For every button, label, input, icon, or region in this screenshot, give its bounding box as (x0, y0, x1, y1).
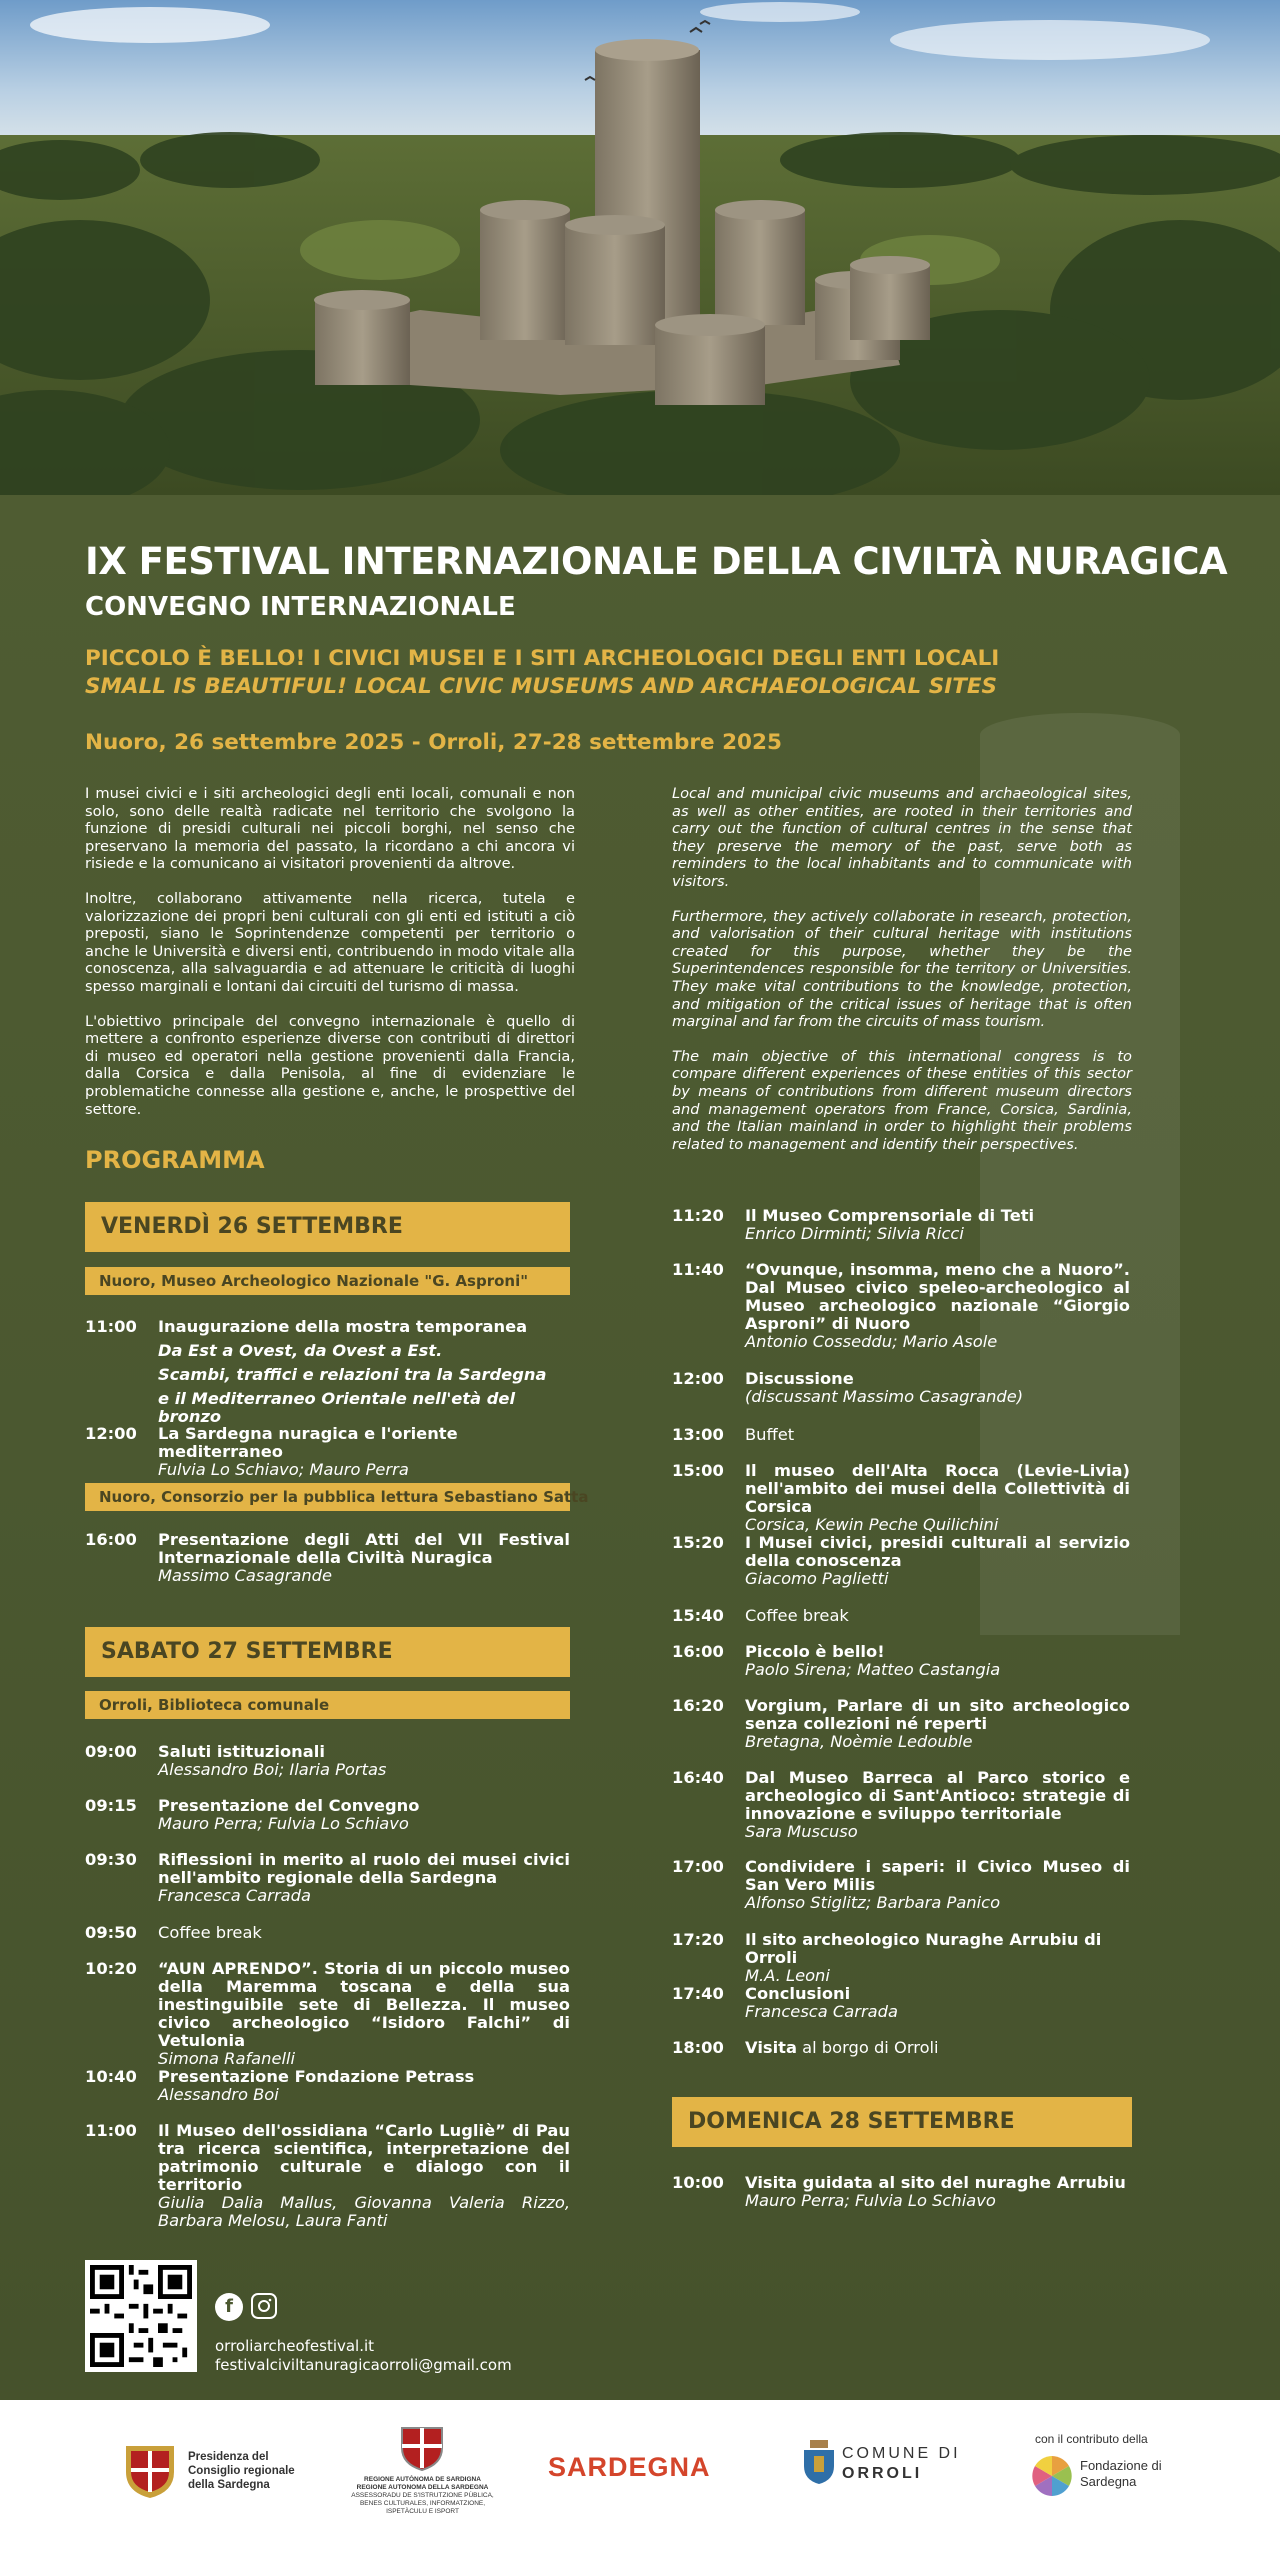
intro-paragraph: The main objective of this international congress is to compare different experiences of these entities of this sector by means of contributions from different museum directors and management operators from France, Corsica, Sardinia, and the Italian mainland in order to highlight their problems related to management and identify their perspectives. (672, 1047, 1132, 1153)
event-title-rest: al borgo di Orroli (802, 2038, 939, 2057)
event-time: 12:00 (672, 1369, 724, 1388)
theme-italian: PICCOLO È BELLO! I CIVICI MUSEI E I SITI ARCHEOLOGICI DEGLI ENTI LOCALI (85, 646, 1000, 671)
event-time: 15:20 (672, 1533, 724, 1552)
event-speakers: Corsica, Kewin Peche Quilichini (745, 1515, 999, 1534)
program-event (672, 1985, 1130, 2021)
event-time: 16:00 (85, 1530, 137, 1549)
event-time: 11:00 (85, 1317, 137, 1336)
venue-label: Orroli, Biblioteca comunale (85, 1691, 570, 1719)
event-subtitle: Scambi, traffici e relazioni tra la Sardegna (158, 1365, 547, 1384)
event-time: 10:40 (85, 2067, 137, 2086)
consiglio-label: Presidenza del Consiglio regionale della Sardegna (188, 2451, 295, 2491)
event-title: Il Museo dell'ossidiana “Carlo Lugliè” di Pau tra ricerca scientifica, interpretazione del patrimonio culturale e dialogo con il territorio (158, 2121, 570, 2194)
event-title: I Musei civici, presidi culturali al servizio della conoscenza (745, 1533, 1130, 1570)
sponsor-footer (0, 2400, 1280, 2560)
event-title: Il sito archeologico Nuraghe Arrubiu di Orroli (745, 1930, 1102, 1967)
event-speakers: Alfonso Stiglitz; Barbara Panico (745, 1893, 1001, 1912)
event-time: 17:00 (672, 1857, 724, 1876)
event-title: Buffet (745, 1425, 795, 1444)
event-title: Coffee break (158, 1923, 262, 1942)
event-title: Vorgium, Parlare di un sito archeologico senza collezioni né reperti (745, 1696, 1130, 1733)
convegno-subtitle: CONVEGNO INTERNAZIONALE (85, 592, 516, 622)
event-time: 16:20 (672, 1696, 724, 1715)
event-title: La Sardegna nuragica e l'oriente mediterraneo (158, 1424, 458, 1461)
fondazione-logo-icon (1032, 2456, 1072, 2496)
event-title: Presentazione del Convegno (158, 1796, 420, 1815)
event-speakers: Francesca Carrada (745, 2002, 898, 2021)
orroli-label: ORROLI (842, 2465, 923, 2482)
program-event (672, 1769, 1130, 1841)
regione-line-1: REGIONE AUTÒNOMA DE SARDIGNA (364, 2476, 481, 2483)
program-event (672, 1697, 1130, 1751)
event-title: “AUN APRENDO”. Storia di un piccolo museo della Maremma toscana e della sua inestinguibile sete di Bellezza. Il museo civico archeologico “Isidoro Falchi” di Vetulonia (158, 1959, 570, 2050)
event-time: 09:30 (85, 1850, 137, 1869)
event-speakers: Enrico Dirminti; Silvia Ricci (745, 1224, 964, 1243)
event-speakers: Mauro Perra; Fulvia Lo Schiavo (745, 2191, 996, 2210)
event-title: Visita (745, 2038, 797, 2057)
consiglio-crest-icon (122, 2440, 182, 2500)
event-time: 12:00 (85, 1424, 137, 1443)
fondazione-label: Fondazione di Sardegna (1080, 2458, 1162, 2489)
event-speakers: Bretagna, Noèmie Ledouble (745, 1732, 973, 1751)
event-time: 16:40 (672, 1768, 724, 1787)
instagram-icon[interactable] (251, 2293, 277, 2319)
event-speakers: Francesca Carrada (158, 1886, 311, 1905)
orroli-crest-icon (802, 2440, 836, 2486)
event-title: Coffee break (745, 1606, 849, 1625)
fondazione-graphic (1032, 2456, 1072, 2496)
program-event (85, 2122, 570, 2230)
qr-code-icon[interactable] (85, 2260, 197, 2372)
program-event (672, 2039, 1130, 2057)
facebook-icon[interactable]: f (215, 2293, 243, 2321)
program-event (672, 1858, 1130, 1912)
program-event (672, 1643, 1130, 1679)
intro-paragraph: I musei civici e i siti archeologici degli enti locali, comunali e non solo, sono delle realtà radicate nel territorio che svolgono la funzione di presidi culturali nei piccoli borghi, nel senso che preservano la memoria del passato, la ricordano a chi ancora vi risiede e la comunicano ai visitatori provenienti da altrove. (85, 785, 575, 873)
event-time: 11:00 (85, 2121, 137, 2140)
event-subtitle: e il Mediterraneo Orientale nell'età del bronzo (158, 1389, 516, 1426)
event-time: 18:00 (672, 2038, 724, 2057)
intro-english (672, 785, 1132, 1170)
program-event (672, 1931, 1130, 1985)
day-header-saturday: SABATO 27 SETTEMBRE (85, 1627, 570, 1677)
event-speakers: Paolo Sirena; Matteo Castangia (745, 1660, 1001, 1679)
event-time: 16:00 (672, 1642, 724, 1661)
intro-italian (85, 785, 575, 1135)
program-event (85, 1797, 570, 1833)
event-time: 11:20 (672, 1206, 724, 1225)
regione-line-2: REGIONE AUTONOMA DELLA SARDEGNA (356, 2484, 489, 2491)
event-time: 09:15 (85, 1796, 137, 1815)
event-time: 09:50 (85, 1923, 137, 1942)
event-time: 15:40 (672, 1606, 724, 1625)
event-speakers: Fulvia Lo Schiavo; Mauro Perra (158, 1460, 409, 1479)
programma-heading: PROGRAMMA (85, 1146, 265, 1174)
day-header-sunday: DOMENICA 28 SETTEMBRE (672, 2097, 1132, 2147)
program-event (85, 1531, 570, 1585)
event-speakers: Giulia Dalia Mallus, Giovanna Valeria Rizzo, Barbara Melosu, Laura Fanti (158, 2193, 570, 2230)
venue-label: Nuoro, Museo Archeologico Nazionale "G. Asproni" (85, 1267, 570, 1295)
program-event (85, 1743, 570, 1779)
event-speakers: Mauro Perra; Fulvia Lo Schiavo (158, 1814, 409, 1833)
instagram-glyph (253, 2295, 275, 2317)
hero-image-nuraghe (0, 0, 1280, 495)
event-title: Piccolo è bello! (745, 1642, 885, 1661)
event-title: Il museo dell'Alta Rocca (Levie-Livia) nell'ambito dei musei della Collettività di Corsica (745, 1461, 1130, 1516)
event-speakers: Alessandro Boi; Ilaria Portas (158, 1760, 387, 1779)
event-speakers: (discussant Massimo Casagrande) (745, 1387, 1024, 1406)
event-title: Inaugurazione della mostra temporanea (158, 1317, 528, 1336)
day-header-friday: VENERDÌ 26 SETTEMBRE (85, 1202, 570, 1252)
event-time: 17:20 (672, 1930, 724, 1949)
intro-paragraph: Local and municipal civic museums and archaeological sites, as well as other entities, are rooted in their territories and carry out the function of cultural centres in the sense that they preserve the memory of the past, serve both as reminders to the local inhabitants and to communicate with visitors. (672, 785, 1132, 890)
event-title: Discussione (745, 1369, 854, 1388)
regione-label (345, 2476, 500, 2516)
nuraghe-illustration (0, 0, 1280, 495)
event-title: Dal Museo Barreca al Parco storico e archeologico di Sant'Antioco: strategie di innovazione e sviluppo territoriale (745, 1768, 1130, 1823)
event-title: “Ovunque, insomma, meno che a Nuoro”. Dal Museo civico speleo-archeologico al Museo archeologico nazionale “Giorgio Asproni” di Nuoro (745, 1260, 1130, 1333)
comune-label: COMUNE DI (842, 2445, 961, 2462)
program-event (672, 1261, 1130, 1351)
festival-title: IX FESTIVAL INTERNAZIONALE DELLA CIVILTÀ NURAGICA (85, 540, 1228, 583)
event-title: Condividere i saperi: il Civico Museo di San Vero Milis (745, 1857, 1130, 1894)
event-time: 10:00 (672, 2173, 724, 2192)
event-speakers: Antonio Cosseddu; Mario Asole (745, 1332, 998, 1351)
crest-graphic (400, 2424, 444, 2472)
event-time: 11:40 (672, 1260, 724, 1279)
crest-graphic (802, 2440, 836, 2486)
venue-label: Nuoro, Consorzio per la pubblica lettura Sebastiano Satta (85, 1483, 570, 1511)
event-title: Riflessioni in merito al ruolo dei musei civici nell'ambito regionale della Sardegna (158, 1850, 570, 1887)
event-time: 10:20 (85, 1959, 137, 1978)
theme-english: SMALL IS BEAUTIFUL! LOCAL CIVIC MUSEUMS AND ARCHAEOLOGICAL SITES (85, 674, 998, 699)
program-event (672, 1462, 1130, 1534)
program-event (85, 2068, 570, 2104)
program-event (672, 1426, 1130, 1444)
regione-crest-icon (400, 2424, 444, 2472)
event-title: Presentazione Fondazione Petrass (158, 2067, 475, 2086)
regione-office: ASSESSORADU DE S'ISTRUTZIONE PÙBLICA, BENES CULTURALES, INFORMATZIONE, ISPETÀCULU E ISPORT (351, 2492, 494, 2515)
event-title: Il Museo Comprensoriale di Teti (745, 1206, 1035, 1225)
program-event (672, 1607, 1130, 1625)
event-title: Presentazione degli Atti del VII Festival Internazionale della Civiltà Nuragica (158, 1530, 570, 1567)
event-time: 13:00 (672, 1425, 724, 1444)
program-event (85, 1960, 570, 2068)
program-event (85, 1425, 570, 1479)
program-event (672, 1207, 1130, 1243)
event-time: 17:40 (672, 1984, 724, 2003)
program-event (672, 1534, 1130, 1588)
event-speakers: Alessandro Boi (158, 2085, 279, 2104)
festival-dates: Nuoro, 26 settembre 2025 - Orroli, 27-28 settembre 2025 (85, 730, 782, 755)
event-title: Visita guidata al sito del nuraghe Arrubiu (745, 2173, 1126, 2192)
event-title: Conclusioni (745, 1984, 851, 2003)
event-speakers: Simona Rafanelli (158, 2049, 296, 2068)
sardegna-brand-logo: SARDEGNA (548, 2452, 711, 2482)
contributo-label: con il contributo della (1035, 2432, 1148, 2446)
intro-paragraph: Inoltre, collaborano attivamente nella ricerca, tutela e valorizzazione dei propri beni culturali con gli enti ed istituti a ciò preposti, siano le Soprintendenze competenti per territorio o anche le Università e diversi enti, contribuendo in modo vitale alla conoscenza, alla salvaguardia e ad attenuare le criticità di luoghi spesso marginali e lontani dai circuiti del turismo di massa. (85, 889, 575, 995)
crest-graphic (122, 2440, 178, 2500)
qr-code-graphic (90, 2265, 192, 2367)
event-speakers: Giacomo Paglietti (745, 1569, 889, 1588)
program-event (85, 1318, 570, 1426)
intro-paragraph: L'obiettivo principale del convegno internazionale è quello di mettere a confronto esperienze diverse con contributi di direttori di museo ed operatori nella gestione provenienti dalla Francia, dalla Corsica e dalla Penisola, al fine di evidenziare le problematiche connesse alla gestione e, anche, le prospettive del settore. (85, 1012, 575, 1118)
event-speakers: M.A. Leoni (745, 1966, 830, 1985)
event-speakers: Massimo Casagrande (158, 1566, 332, 1585)
event-time: 15:00 (672, 1461, 724, 1480)
intro-paragraph: Furthermore, they actively collaborate in research, protection, and valorisation of their cultural heritage with institutions created for this purpose, whether they be the Superintendences responsible for the territory or Universities. They make vital contributions to the knowledge, protection, and mitigation of the critical issues of heritage that is often marginal and far from the circuits of mass tourism. (672, 907, 1132, 1031)
website-link[interactable]: orroliarcheofestival.it (215, 2337, 375, 2355)
event-time: 09:00 (85, 1742, 137, 1761)
event-speakers: Sara Muscuso (745, 1822, 858, 1841)
program-event (672, 1370, 1130, 1406)
event-title: Saluti istituzionali (158, 1742, 325, 1761)
program-event (85, 1924, 570, 1942)
program-event (672, 2174, 1130, 2210)
email-link[interactable]: festivalciviltanuragicaorroli@gmail.com (215, 2356, 512, 2374)
event-subtitle: Da Est a Ovest, da Ovest a Est. (158, 1341, 443, 1360)
program-event (85, 1851, 570, 1905)
